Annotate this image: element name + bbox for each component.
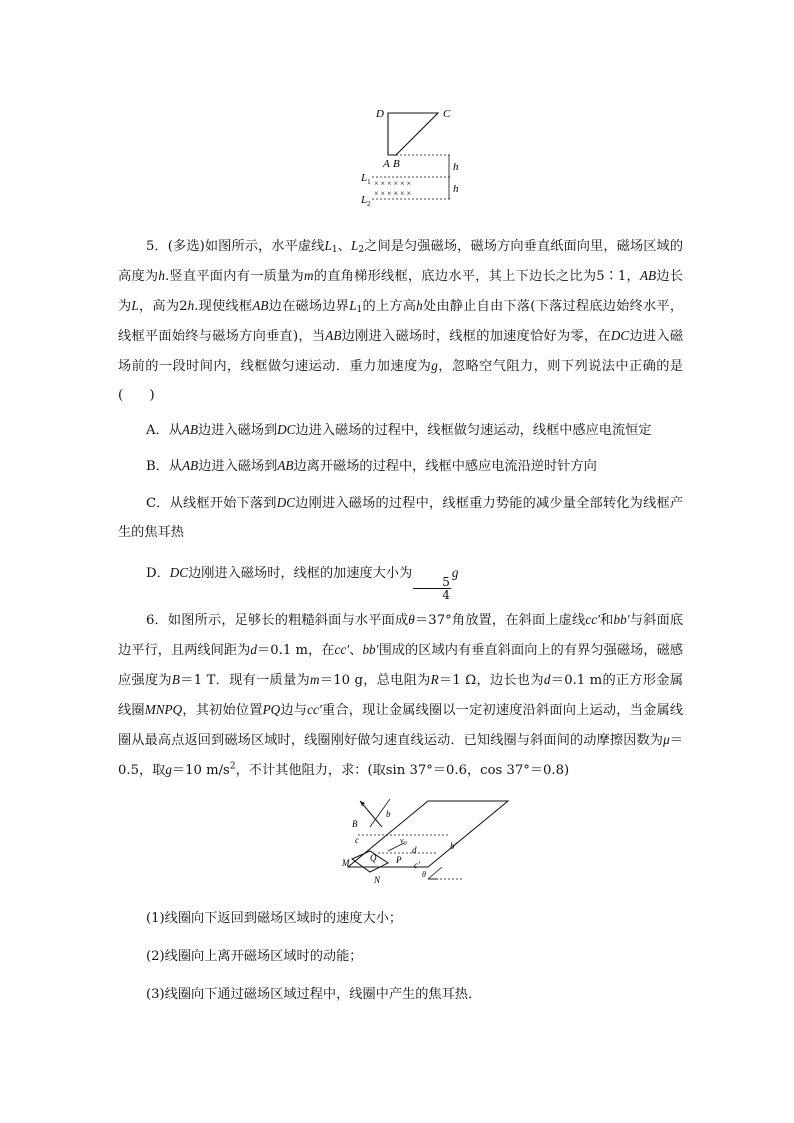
fig2-label-N: N xyxy=(374,875,381,885)
option-a: A．从AB边进入磁场到DC边进入磁场的过程中，线框做匀速运动，线框中感应电流恒定 xyxy=(146,422,652,438)
option-b: B．从AB边进入磁场到AB边离开磁场的过程中，线框中感应电流沿逆时针方向 xyxy=(146,458,597,474)
label-D: D xyxy=(376,108,384,120)
label-L2: $L_2$ xyxy=(361,194,371,208)
fig2-label-P: P xyxy=(396,855,402,865)
fig2-label-d: d xyxy=(412,845,417,855)
question-5: 5．(多选)如图所示，水平虚线$L_1$、$L_2$之间是匀强磁场，磁场方向垂直纸面向里，磁场区域的高度为h.竖直平面内有一质量为m的直角梯形线框，底边水平，其上下边长之比为5∶1，AB边长为L，高为2h.现使线框AB边在磁场边界$L_1$的上方高h处由静止自由下落(下落过程底边始终水平，线框平面始终与磁场方向垂直)，当AB边刚进入磁场时，线框的加速度恰好为零，在DC边进入磁场前的一段时间内，线框做匀速运动．重力加速度为g，忽略空气阻力，则下列说法中正确的是( ) xyxy=(118,238,684,403)
label-A: A xyxy=(383,158,390,170)
incline-edge-lower xyxy=(428,867,442,879)
fig2-label-theta: θ xyxy=(422,870,426,879)
fig2-label-B: B xyxy=(352,819,358,829)
figure-trapezoid-frame xyxy=(352,100,472,212)
subquestion-3: (3)线圈向下通过磁场区域过程中，线圈中产生的焦耳热． xyxy=(146,987,482,1002)
label-B: B xyxy=(393,158,400,170)
option-d: D．DC边刚进入磁场时，线框的加速度大小为 $\frac{5}{4}$ g xyxy=(146,565,459,602)
label-L1: $L_1$ xyxy=(361,172,371,186)
fig2-label-c: c xyxy=(355,835,359,845)
fig2-label-b: b xyxy=(386,809,391,819)
label-C: C xyxy=(443,108,451,120)
trapezoid-frame xyxy=(388,113,438,155)
fraction-5-4: $\frac{5}{4}$ xyxy=(413,576,451,601)
figure-incline xyxy=(330,793,515,893)
question-6: 6．如图所示，足够长的粗糙斜面与水平面成θ＝37°角放置，在斜面上虚线cc′和bb′与斜面底边平行，且两线间距为d＝0.1 m，在cc′、bb′围成的区域内有垂直斜面向上的有界匀强磁场，磁感应强度为B＝1 T．现有一质量为m＝10 g，总电阻为R＝1 Ω，边长也为d＝0.1 m的正方形金属线圈MNPQ，其初始位置PQ边与cc′重合，现让金属线圈以一定初速度沿斜面向上运动，当金属线圈从最高点返回到磁场区域时，线圈刚好做匀速直线运动．已知线圈与斜面间的动摩擦因数为μ＝0.5，取g＝10 $m/s^2$，不计其他阻力，求：(取sin 37°＝0.6，cos 37°＝0.8) xyxy=(118,612,684,778)
label-h-lower: h xyxy=(453,183,459,195)
label-h-upper: h xyxy=(453,161,459,173)
field-crosses-row-2: × × × × × × xyxy=(374,189,412,198)
subquestion-2: (2)线圈向上离开磁场区域时的动能； xyxy=(146,949,363,964)
field-crosses-row-1: × × × × × × xyxy=(374,179,412,188)
fig2-label-Q: Q xyxy=(370,853,377,863)
subquestion-1: (1)线圈向下返回到磁场区域时的速度大小； xyxy=(146,911,403,926)
field-arrow-B xyxy=(360,801,382,827)
fig2-label-M: M xyxy=(342,858,350,868)
fig2-label-v0: $v_0$ xyxy=(400,836,407,847)
fig2-label-b-prime: b' xyxy=(450,841,457,851)
option-c: C．从线框开始下落到DC边刚进入磁场的过程中，线框重力势能的减少量全部转化为线框产生的焦耳热 xyxy=(118,495,684,540)
fig2-label-c-prime: c' xyxy=(414,860,420,870)
